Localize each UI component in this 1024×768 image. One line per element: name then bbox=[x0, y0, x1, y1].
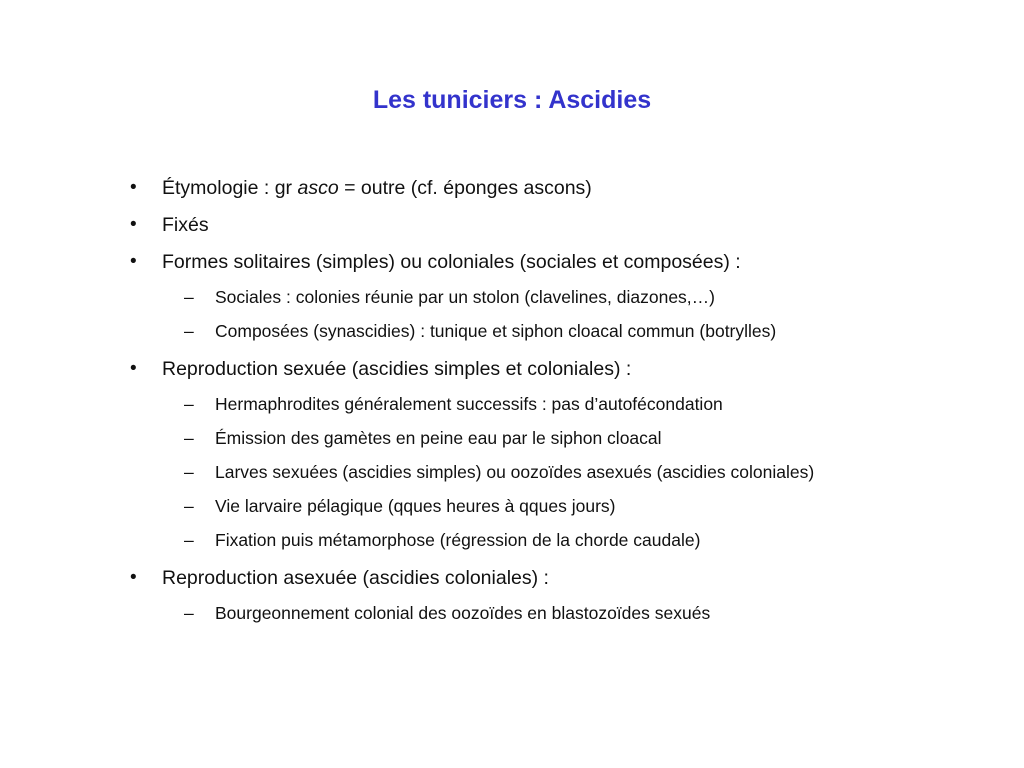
dash-marker: – bbox=[184, 496, 194, 516]
dash-marker: – bbox=[184, 321, 194, 341]
sub-bullet-text: Composées (synascidies) : tunique et siphon cloacal commun (botrylles) bbox=[215, 321, 777, 341]
bullet-marker: • bbox=[130, 567, 137, 588]
dash-marker: – bbox=[184, 287, 194, 307]
bullet-marker: • bbox=[130, 214, 137, 235]
dash-marker: – bbox=[184, 394, 194, 414]
sub-bullet-text: Larves sexuées (ascidies simples) ou oozoïdes asexués (ascidies coloniales) bbox=[215, 462, 815, 482]
bullet-reproduction-asexuee bbox=[128, 566, 868, 590]
bullet-text-italic: asco bbox=[297, 177, 339, 199]
bullet-text-pre: Étymologie : gr bbox=[162, 177, 298, 199]
bullet-text: Fixés bbox=[162, 214, 209, 236]
sub-bullet-text: Sociales : colonies réunie par un stolon (clavelines, diazones,…) bbox=[215, 287, 715, 307]
sub-bullet-emission bbox=[128, 428, 868, 449]
sub-bullet-composees bbox=[128, 321, 868, 342]
sub-bullet-text: Émission des gamètes en peine eau par le siphon cloacal bbox=[215, 428, 662, 448]
sub-bullet-text: Fixation puis métamorphose (régression de la chorde caudale) bbox=[215, 530, 701, 550]
bullet-text: Reproduction asexuée (ascidies coloniales) : bbox=[162, 567, 549, 589]
sub-bullet-text: Vie larvaire pélagique (qques heures à qques jours) bbox=[215, 496, 616, 516]
bullet-marker: • bbox=[130, 251, 137, 272]
bullet-fixes bbox=[128, 213, 868, 237]
sub-bullet-fixation bbox=[128, 530, 868, 551]
bullet-text: Formes solitaires (simples) ou coloniales (sociales et composées) : bbox=[162, 251, 741, 273]
bullet-marker: • bbox=[130, 177, 137, 198]
bullet-list bbox=[128, 176, 868, 637]
dash-marker: – bbox=[184, 603, 194, 623]
sub-bullet-larves bbox=[128, 462, 868, 483]
sub-bullet-vie-larvaire bbox=[128, 496, 868, 517]
sub-bullet-sociales bbox=[128, 287, 868, 308]
sub-bullet-text: Hermaphrodites généralement successifs : pas d’autofécondation bbox=[215, 394, 723, 414]
bullet-formes bbox=[128, 250, 868, 274]
dash-marker: – bbox=[184, 530, 194, 550]
bullet-marker: • bbox=[130, 358, 137, 379]
sub-bullet-bourgeonnement bbox=[128, 603, 868, 624]
slide-title: Les tuniciers : Ascidies bbox=[372, 86, 652, 114]
bullet-text: Reproduction sexuée (ascidies simples et coloniales) : bbox=[162, 358, 632, 380]
dash-marker: – bbox=[184, 462, 194, 482]
bullet-reproduction-sexuee bbox=[128, 357, 868, 381]
sub-bullet-hermaphrodites bbox=[128, 394, 868, 415]
dash-marker: – bbox=[184, 428, 194, 448]
sub-bullet-text: Bourgeonnement colonial des oozoïdes en blastozoïdes sexués bbox=[215, 603, 711, 623]
bullet-etymologie bbox=[128, 176, 868, 200]
bullet-text-post: = outre (cf. éponges ascons) bbox=[338, 177, 592, 199]
